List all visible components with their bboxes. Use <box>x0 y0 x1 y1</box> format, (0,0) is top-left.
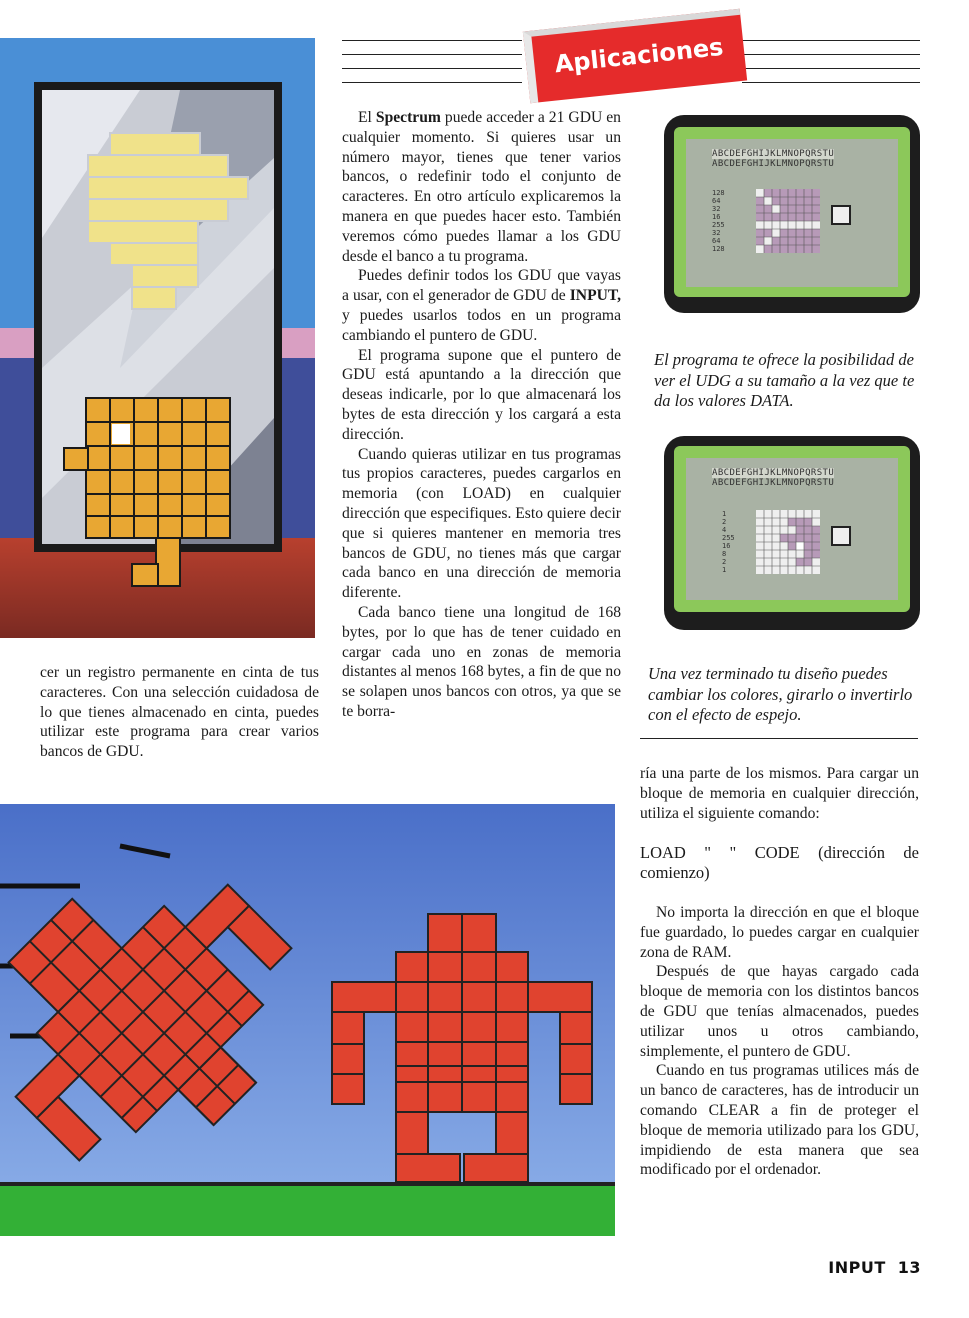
alphabet-row: ABCDEFGHIJKLMNOPQRSTU <box>712 468 835 478</box>
data-value: 2 <box>722 518 727 526</box>
preview-box <box>831 526 851 546</box>
paragraph: El programa supone que el puntero de GDU está apuntando a la dirección que deseas indicarle, por lo que almacenará los bytes de esta dirección y los cargará a esta dirección. <box>342 346 621 443</box>
paragraph: Cuando en tus programas utilices más de un banco de caracteres, has de introducir un comando CLEAR a fin de proteger el bloque de memoria utilizado para los GDU, impidiendo de esta manera que sea modificado por el ordenador. <box>640 1062 919 1179</box>
data-value: 4 <box>722 526 727 534</box>
screen-photo-1 <box>664 115 920 313</box>
header-rule <box>342 40 522 41</box>
data-value: 16 <box>712 213 721 221</box>
header-rule <box>742 40 920 41</box>
paragraph: Después de que hayas cargado cada bloque de memoria con los distintos bancos de GDU que tenías almacenados, puedes utilizar unos u otros cambiando, simplemente, el puntero de GDU. <box>640 963 919 1060</box>
header-rule <box>342 82 522 83</box>
header-rule <box>342 54 522 55</box>
data-values <box>722 510 735 574</box>
header-rule <box>742 68 920 69</box>
text-run: El <box>358 109 376 126</box>
right-column <box>640 764 919 1180</box>
data-value: 32 <box>712 205 721 213</box>
data-value: 255 <box>712 221 725 229</box>
screen-photo-2 <box>664 436 920 630</box>
alphabet-row: ABCDEFGHIJKLMNOPQRSTU <box>712 149 835 159</box>
data-values <box>712 189 725 253</box>
data-value: 16 <box>722 542 731 550</box>
sprites-illustration <box>0 804 615 1236</box>
paragraph: Cuando quieras utilizar en tus programas tus propios caracteres, puedes cargarlos en memoria (con LOAD) en cualquier dirección que especifiques. Esto quiere decir que si quieres mantener en memoria tres bancos de GDU, no tienes más que cargar cada banco en una dirección de memoria diferente. <box>342 445 621 602</box>
data-value: 64 <box>712 237 721 245</box>
section-tag <box>523 9 747 103</box>
bold-term: INPUT, <box>569 287 621 305</box>
text-run: y puedes usarlos todos en un programa cambiando el puntero de GDU. <box>342 306 621 344</box>
preview-box <box>831 205 851 225</box>
header-rule <box>742 82 920 83</box>
left-column <box>40 663 319 762</box>
paragraph <box>342 266 621 345</box>
caption-screen-1: El programa te ofrece la posibilidad de ver el UDG a su tamaño a la vez que te da los valores DATA. <box>654 350 915 410</box>
data-value: 128 <box>712 189 725 197</box>
alphabet-row: ABCDEFGHIJKLMNOPQRSTU <box>712 159 835 169</box>
page-footer <box>828 1258 921 1277</box>
middle-column <box>342 108 621 722</box>
udg-grid <box>756 510 820 574</box>
code-line: LOAD " " CODE (dirección de comienzo) <box>640 843 919 883</box>
text-run: Puedes definir todos los GDU que vayas a usar, con el generador de GDU de <box>342 267 621 305</box>
data-value: 32 <box>712 229 721 237</box>
data-value: 128 <box>712 245 725 253</box>
alphabet-row: ABCDEFGHIJKLMNOPQRSTU <box>712 478 835 488</box>
data-value: 64 <box>712 197 721 205</box>
text-run: puede acceder a 21 GDU en cualquier momento. Si quieres usar un número mayor, tienes que tener varios bancos, o redefinir todo el conjunto de caracteres. En otro artículo explicaremos la manera en que puedes hacer esto. También veremos cómo puedes llamar a los GDU desde el banco a tu programa. <box>342 109 621 265</box>
header-rule <box>742 54 920 55</box>
data-value: 255 <box>722 534 735 542</box>
section-tag-label: Aplicaciones <box>553 32 725 79</box>
paragraph: ría una parte de los mismos. Para cargar un bloque de memoria en cualquier dirección, utiliza el siguiente comando: <box>640 765 919 822</box>
header-rule <box>342 68 522 69</box>
caption-rule <box>640 738 918 739</box>
bold-term: Spectrum <box>375 109 441 126</box>
data-value: 1 <box>722 510 727 518</box>
data-value: 1 <box>722 566 727 574</box>
paragraph: No importa la dirección en que el bloque fue guardado, lo puedes cargar en cualquier zona de RAM. <box>640 903 919 961</box>
left-paragraph: cer un registro permanente en cinta de tus caracteres. Con una selección cuidadosa de lo que tienes almacenado en cinta, puedes utilizar este programa para crear varios bancos de GDU. <box>40 664 319 761</box>
data-value: 8 <box>722 550 727 558</box>
mirror-illustration <box>0 38 315 638</box>
paragraph <box>342 108 621 266</box>
caption-screen-2: Una vez terminado tu diseño puedes cambiar los colores, girarlo o invertirlo con el efecto de espejo. <box>648 664 913 724</box>
paragraph: Cada banco tiene una longitud de 168 bytes, por lo que has de tener cuidado en cargar cada uno en zonas de memoria distantes al menos 168 bytes, a fin de que no se solapen unos bancos con otros, ya que se te borra- <box>342 603 621 720</box>
page-number: 13 <box>897 1258 921 1277</box>
data-value: 2 <box>722 558 727 566</box>
magazine-name: INPUT <box>828 1258 886 1277</box>
udg-grid <box>756 189 820 253</box>
